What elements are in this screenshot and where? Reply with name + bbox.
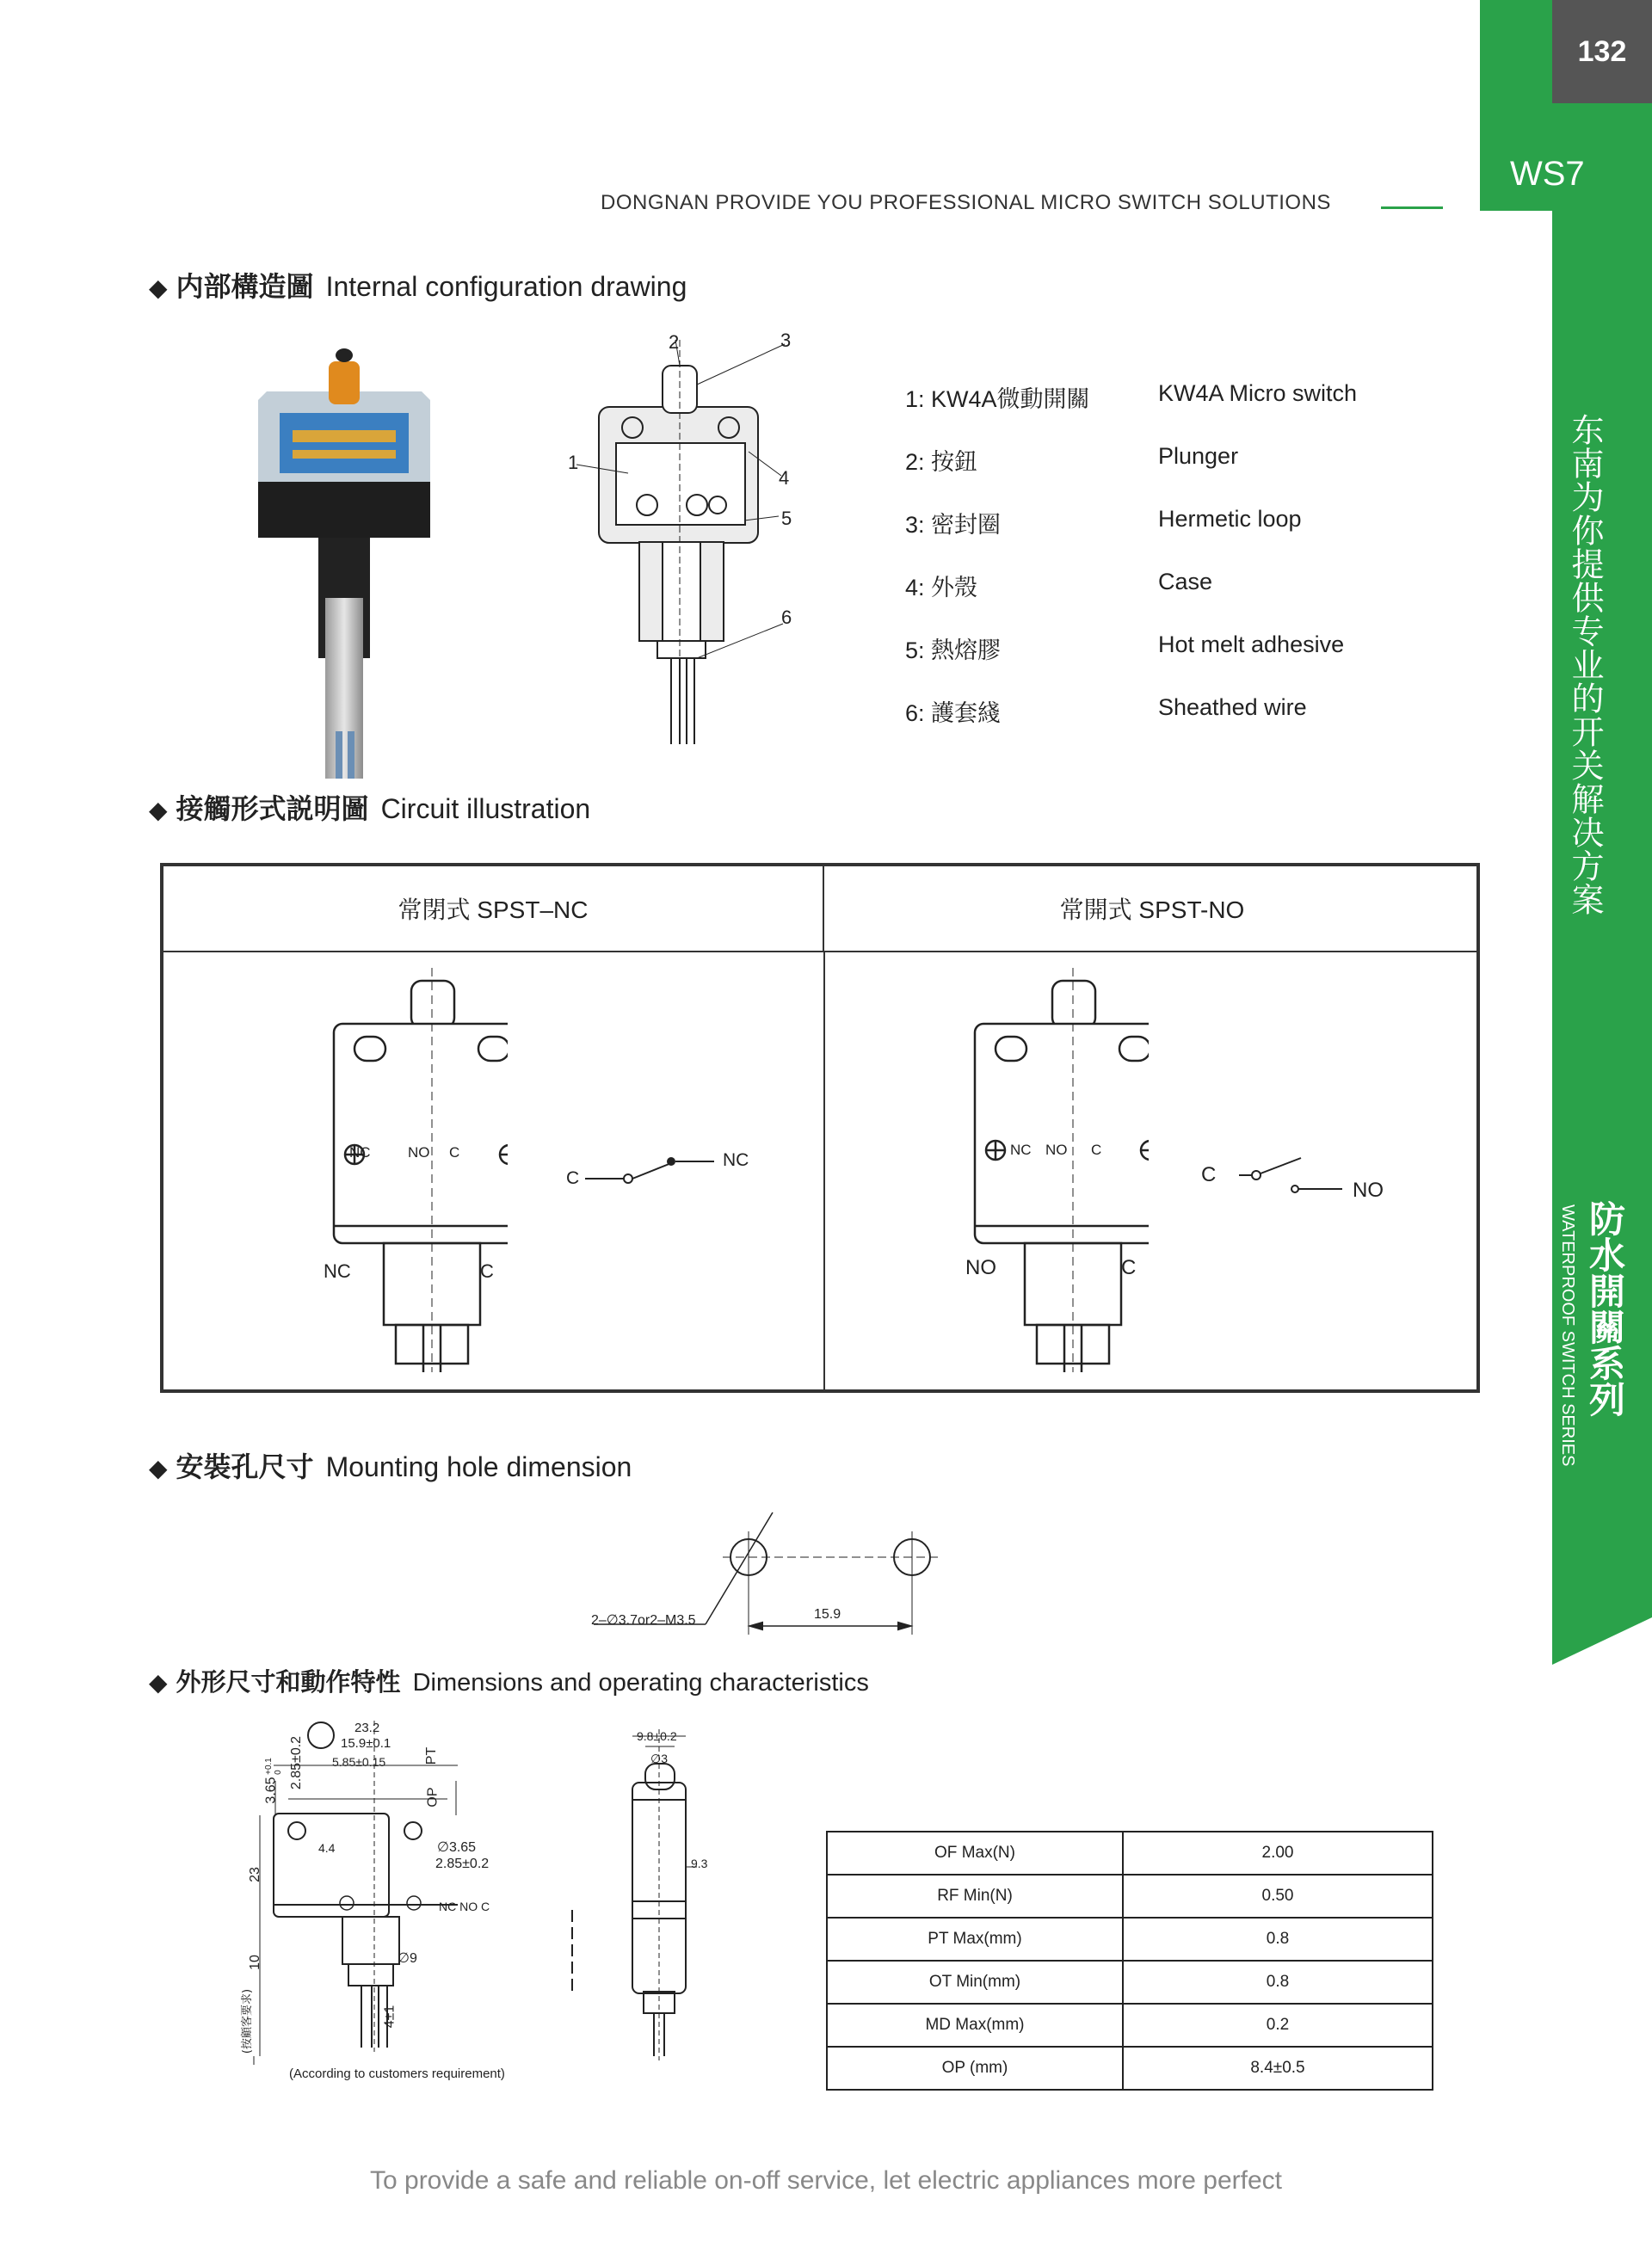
section-en: Internal configuration drawing xyxy=(325,271,687,302)
spec-row xyxy=(827,1918,1433,1961)
no-wire-no: NO xyxy=(965,1256,996,1279)
spec-row xyxy=(827,2047,1433,2090)
callout-1: 1 xyxy=(568,452,579,473)
dim-hole-offset: 5.85±0.15 xyxy=(332,1755,386,1769)
no-sym-no: NO xyxy=(1353,1179,1384,1202)
section-en: Mounting hole dimension xyxy=(325,1451,632,1482)
nc-sym-c: C xyxy=(566,1168,580,1188)
spec-value: 0.8 xyxy=(1123,1961,1433,2004)
component-legend xyxy=(905,380,1421,757)
dim-4-4: 4.4 xyxy=(318,1841,336,1855)
legend-en: KW4A Micro switch xyxy=(1158,380,1358,406)
product-photo xyxy=(258,340,439,779)
callout-5: 5 xyxy=(781,508,792,529)
nc-body-nc: NC xyxy=(349,1144,371,1161)
series-title-cn: 防水開關系列 xyxy=(1584,1200,1626,1417)
section-cn: 外形尺寸和動作特性 xyxy=(176,1667,401,1697)
section-internal xyxy=(149,265,687,305)
legend-row xyxy=(905,506,1421,569)
dim-dia-9: ∅9 xyxy=(398,1951,417,1966)
section-cn: 安裝孔尺寸 xyxy=(176,1451,314,1483)
dim-hole-dia: ∅3.65 xyxy=(437,1840,477,1855)
internal-drawing xyxy=(551,323,809,753)
legend-en: Plunger xyxy=(1158,443,1239,469)
legend-row xyxy=(905,694,1421,757)
dim-op: OP xyxy=(425,1787,441,1808)
no-schematic xyxy=(1222,1144,1368,1196)
section-mounting xyxy=(149,1445,632,1485)
nc-wire-c: C xyxy=(480,1260,494,1282)
no-body-nc: NC xyxy=(1010,1142,1032,1158)
legend-label: 3: 密封圈 xyxy=(905,512,1002,538)
diamond-icon: ◆ xyxy=(149,1669,168,1696)
section-en: Circuit illustration xyxy=(380,793,591,824)
no-switch-drawing xyxy=(951,968,1149,1372)
spec-param: MD Max(mm) xyxy=(827,2004,1123,2047)
legend-row xyxy=(905,380,1421,443)
spec-row xyxy=(827,1875,1433,1918)
no-header: 常開式 SPST-NO xyxy=(824,866,1480,952)
nc-wire-nc: NC xyxy=(324,1260,351,1282)
legend-row xyxy=(905,443,1421,506)
dim-wire: 4±1 xyxy=(382,2005,398,2029)
nc-sym-nc: NC xyxy=(723,1150,749,1170)
column-divider xyxy=(823,952,825,1391)
spec-value: 0.50 xyxy=(1123,1875,1433,1918)
dim-v2: 2.85±0.2 xyxy=(289,1735,305,1790)
spec-param: OP (mm) xyxy=(827,2047,1123,2090)
diamond-icon: ◆ xyxy=(149,797,168,823)
dim-customer-cn: (按顧客要求) xyxy=(241,1988,255,2054)
page-footer: To provide a safe and reliable on-off service, let electric appliances more perfect xyxy=(369,2166,1282,2195)
spec-value: 0.2 xyxy=(1123,2004,1433,2047)
legend-label: 1: KW4A微動開關 xyxy=(905,386,1090,412)
nc-switch-drawing xyxy=(310,968,508,1372)
callout-6: 6 xyxy=(781,607,792,628)
nc-body-no: NO xyxy=(408,1144,430,1161)
legend-label: 5: 熱熔膠 xyxy=(905,637,1002,663)
no-sym-c: C xyxy=(1201,1163,1217,1186)
spec-param: OF Max(N) xyxy=(827,1832,1123,1875)
body-terminals: NC NO C xyxy=(439,1900,490,1913)
spec-row xyxy=(827,1832,1433,1875)
dim-side-top: 9.8±0.2 xyxy=(637,1729,677,1743)
nc-header: 常閉式 SPST–NC xyxy=(163,866,824,952)
dim-height-23: 23 xyxy=(247,1867,262,1882)
tagline-rule xyxy=(1381,206,1443,209)
dim-width: 23.2 xyxy=(354,1721,380,1735)
dim-side-height: 9.3 xyxy=(691,1857,708,1870)
legend-row xyxy=(905,569,1421,631)
mounting-hole-label: 2–∅3.7or2–M3.5 xyxy=(591,1613,696,1628)
page-number: 132 xyxy=(1552,0,1652,103)
dim-hole-tol: 2.85±0.2 xyxy=(435,1857,490,1871)
no-wire-c: C xyxy=(1121,1256,1137,1279)
dim-v1-tolerance: +0.1 0 xyxy=(263,1758,283,1775)
spec-value: 0.8 xyxy=(1123,1918,1433,1961)
side-slogan: 东南为你提供专业的开关解决方案 xyxy=(1566,413,1604,916)
spec-param: PT Max(mm) xyxy=(827,1918,1123,1961)
spec-row xyxy=(827,2004,1433,2047)
legend-label: 6: 護套綫 xyxy=(905,700,1002,726)
dim-side-dia: ∅3 xyxy=(650,1752,668,1765)
diamond-icon: ◆ xyxy=(149,1455,168,1481)
spec-row xyxy=(827,1961,1433,2004)
mounting-hole-drawing xyxy=(585,1506,946,1652)
spec-value: 8.4±0.5 xyxy=(1123,2047,1433,2090)
no-body-no: NO xyxy=(1045,1142,1068,1158)
section-dimensions xyxy=(149,1663,869,1698)
dim-customer-en: (According to customers requirement) xyxy=(289,2066,505,2081)
dim-pt: PT xyxy=(424,1746,440,1765)
legend-row xyxy=(905,631,1421,694)
spec-param: OT Min(mm) xyxy=(827,1961,1123,2004)
spec-value: 2.00 xyxy=(1123,1832,1433,1875)
series-title-en: WATERPROOF SWITCH SERIES xyxy=(1558,1204,1577,1467)
section-cn: 接觸形式説明圖 xyxy=(176,792,369,825)
callout-2: 2 xyxy=(669,331,680,353)
dim-pitch: 15.9±0.1 xyxy=(341,1736,391,1751)
legend-label: 4: 外殼 xyxy=(905,575,978,601)
legend-en: Case xyxy=(1158,569,1213,594)
section-en: Dimensions and operating characteristics xyxy=(412,1669,869,1697)
page-tagline: DONGNAN PROVIDE YOU PROFESSIONAL MICRO SWITCH SOLUTIONS xyxy=(601,191,1331,214)
callout-4: 4 xyxy=(779,467,790,489)
spec-table xyxy=(826,1831,1433,2091)
spec-param: RF Min(N) xyxy=(827,1875,1123,1918)
mounting-pitch-label: 15.9 xyxy=(814,1607,841,1622)
section-circuit xyxy=(149,787,590,827)
nc-body-c: C xyxy=(449,1144,460,1161)
section-cn: 内部構造圖 xyxy=(176,270,314,303)
dim-height-10: 10 xyxy=(247,1955,262,1970)
no-body-c: C xyxy=(1091,1142,1102,1158)
legend-en: Sheathed wire xyxy=(1158,694,1307,720)
callout-3: 3 xyxy=(780,330,792,351)
dimension-drawing-side xyxy=(568,1729,723,2065)
legend-en: Hot melt adhesive xyxy=(1158,631,1345,657)
legend-en: Hermetic loop xyxy=(1158,506,1302,532)
diamond-icon: ◆ xyxy=(149,274,168,301)
model-label: WS7 xyxy=(1510,155,1585,193)
dim-v1: 3.65 xyxy=(263,1777,279,1804)
legend-label: 2: 按鈕 xyxy=(905,449,978,475)
